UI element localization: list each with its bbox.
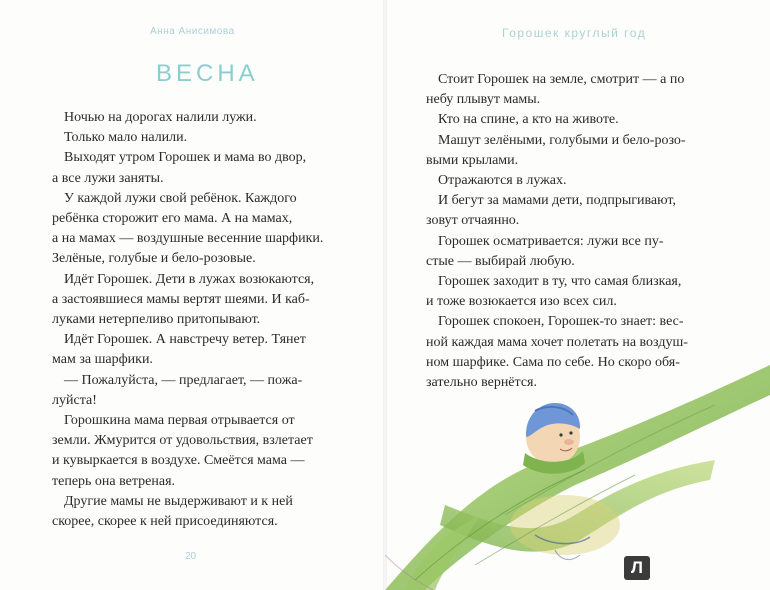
text-line: Ночью на дорогах налили лужи.	[64, 110, 257, 125]
text-line: Кто на спине, а кто на животе.	[438, 112, 619, 128]
text-line: Горошек спокоен, Горошек-то знает: вес-	[438, 314, 684, 330]
text-line: выми крылами.	[426, 152, 519, 168]
left-page-text	[52, 108, 345, 532]
text-line: — Пожалуйста, — предлагает, — пожа-	[64, 372, 303, 388]
text-line: У каждой лужи свой ребёнок. Каждого	[64, 190, 297, 206]
text-line: земли. Жмурится от удовольствия, взлетает	[52, 433, 313, 449]
text-line: луками нетерпеливо притопывают.	[52, 312, 261, 328]
chapter-title: ВЕСНА	[156, 60, 259, 87]
text-line: ной каждая мама хочет полетать на воздуш-	[426, 334, 688, 350]
text-line: Горошек заходит в ту, что самая близкая,	[438, 274, 682, 290]
text-line: Другие мамы не выдерживают и к ней	[64, 493, 293, 509]
text-line: Горошкина мама первая отрывается от	[64, 413, 295, 429]
text-line: Стоит Горошек на земле, смотрит — а по	[438, 72, 685, 87]
running-head-author: Анна Анисимова	[150, 26, 235, 37]
text-line: а застоявшиеся мамы вертят шеями. И каб-	[52, 291, 310, 307]
text-line: Машут зелёными, голубыми и бело-розо-	[438, 132, 686, 148]
text-line: небу плывут мамы.	[426, 92, 541, 108]
labirint-logo-icon: Л	[624, 556, 650, 580]
text-line: стые — выбирай любую.	[426, 253, 575, 269]
text-line: Горошек осматривается: лужи все пу-	[438, 233, 664, 249]
text-line: Идёт Горошек. Дети в лужах возюкаются,	[64, 271, 315, 287]
text-line: зательно вернётся.	[426, 375, 537, 391]
text-line: И бегут за мамами дети, подпрыгивают,	[438, 193, 676, 209]
text-line: скорее, скорее к ней присоединяются.	[52, 514, 278, 530]
boy-with-green-scarf-illustration	[385, 365, 770, 590]
text-line: луйста!	[52, 392, 97, 408]
text-line: и кувыркается в воздухе. Смеётся мама —	[52, 453, 305, 469]
text-line: Отражаются в лужах.	[438, 173, 567, 189]
text-line: Выходят утром Горошек и мама во двор,	[64, 150, 307, 166]
text-line: и тоже возюкается изо всех сил.	[426, 294, 617, 310]
text-line: Только мало налили.	[64, 130, 188, 146]
text-line: ном шарфике. Сама по себе. Но скоро обя-	[426, 354, 680, 370]
text-line: мам за шарфики.	[52, 352, 153, 368]
text-line: ребёнка сторожит его мама. А на мамах,	[52, 211, 293, 227]
right-page-text	[426, 70, 732, 393]
running-head-title: Горошек круглый год	[502, 26, 647, 40]
page-number: 20	[185, 551, 197, 562]
text-line: зовут отчаянно.	[426, 213, 520, 229]
text-line: а на мамах — воздушные весенние шарфики.	[52, 231, 324, 247]
text-line: теперь она ветреная.	[52, 473, 176, 489]
text-line: Зелёные, голубые и бело-розовые.	[52, 251, 256, 267]
text-line: а все лужи заняты.	[52, 170, 164, 186]
text-line: Идёт Горошек. А навстречу ветер. Тянет	[64, 332, 306, 348]
